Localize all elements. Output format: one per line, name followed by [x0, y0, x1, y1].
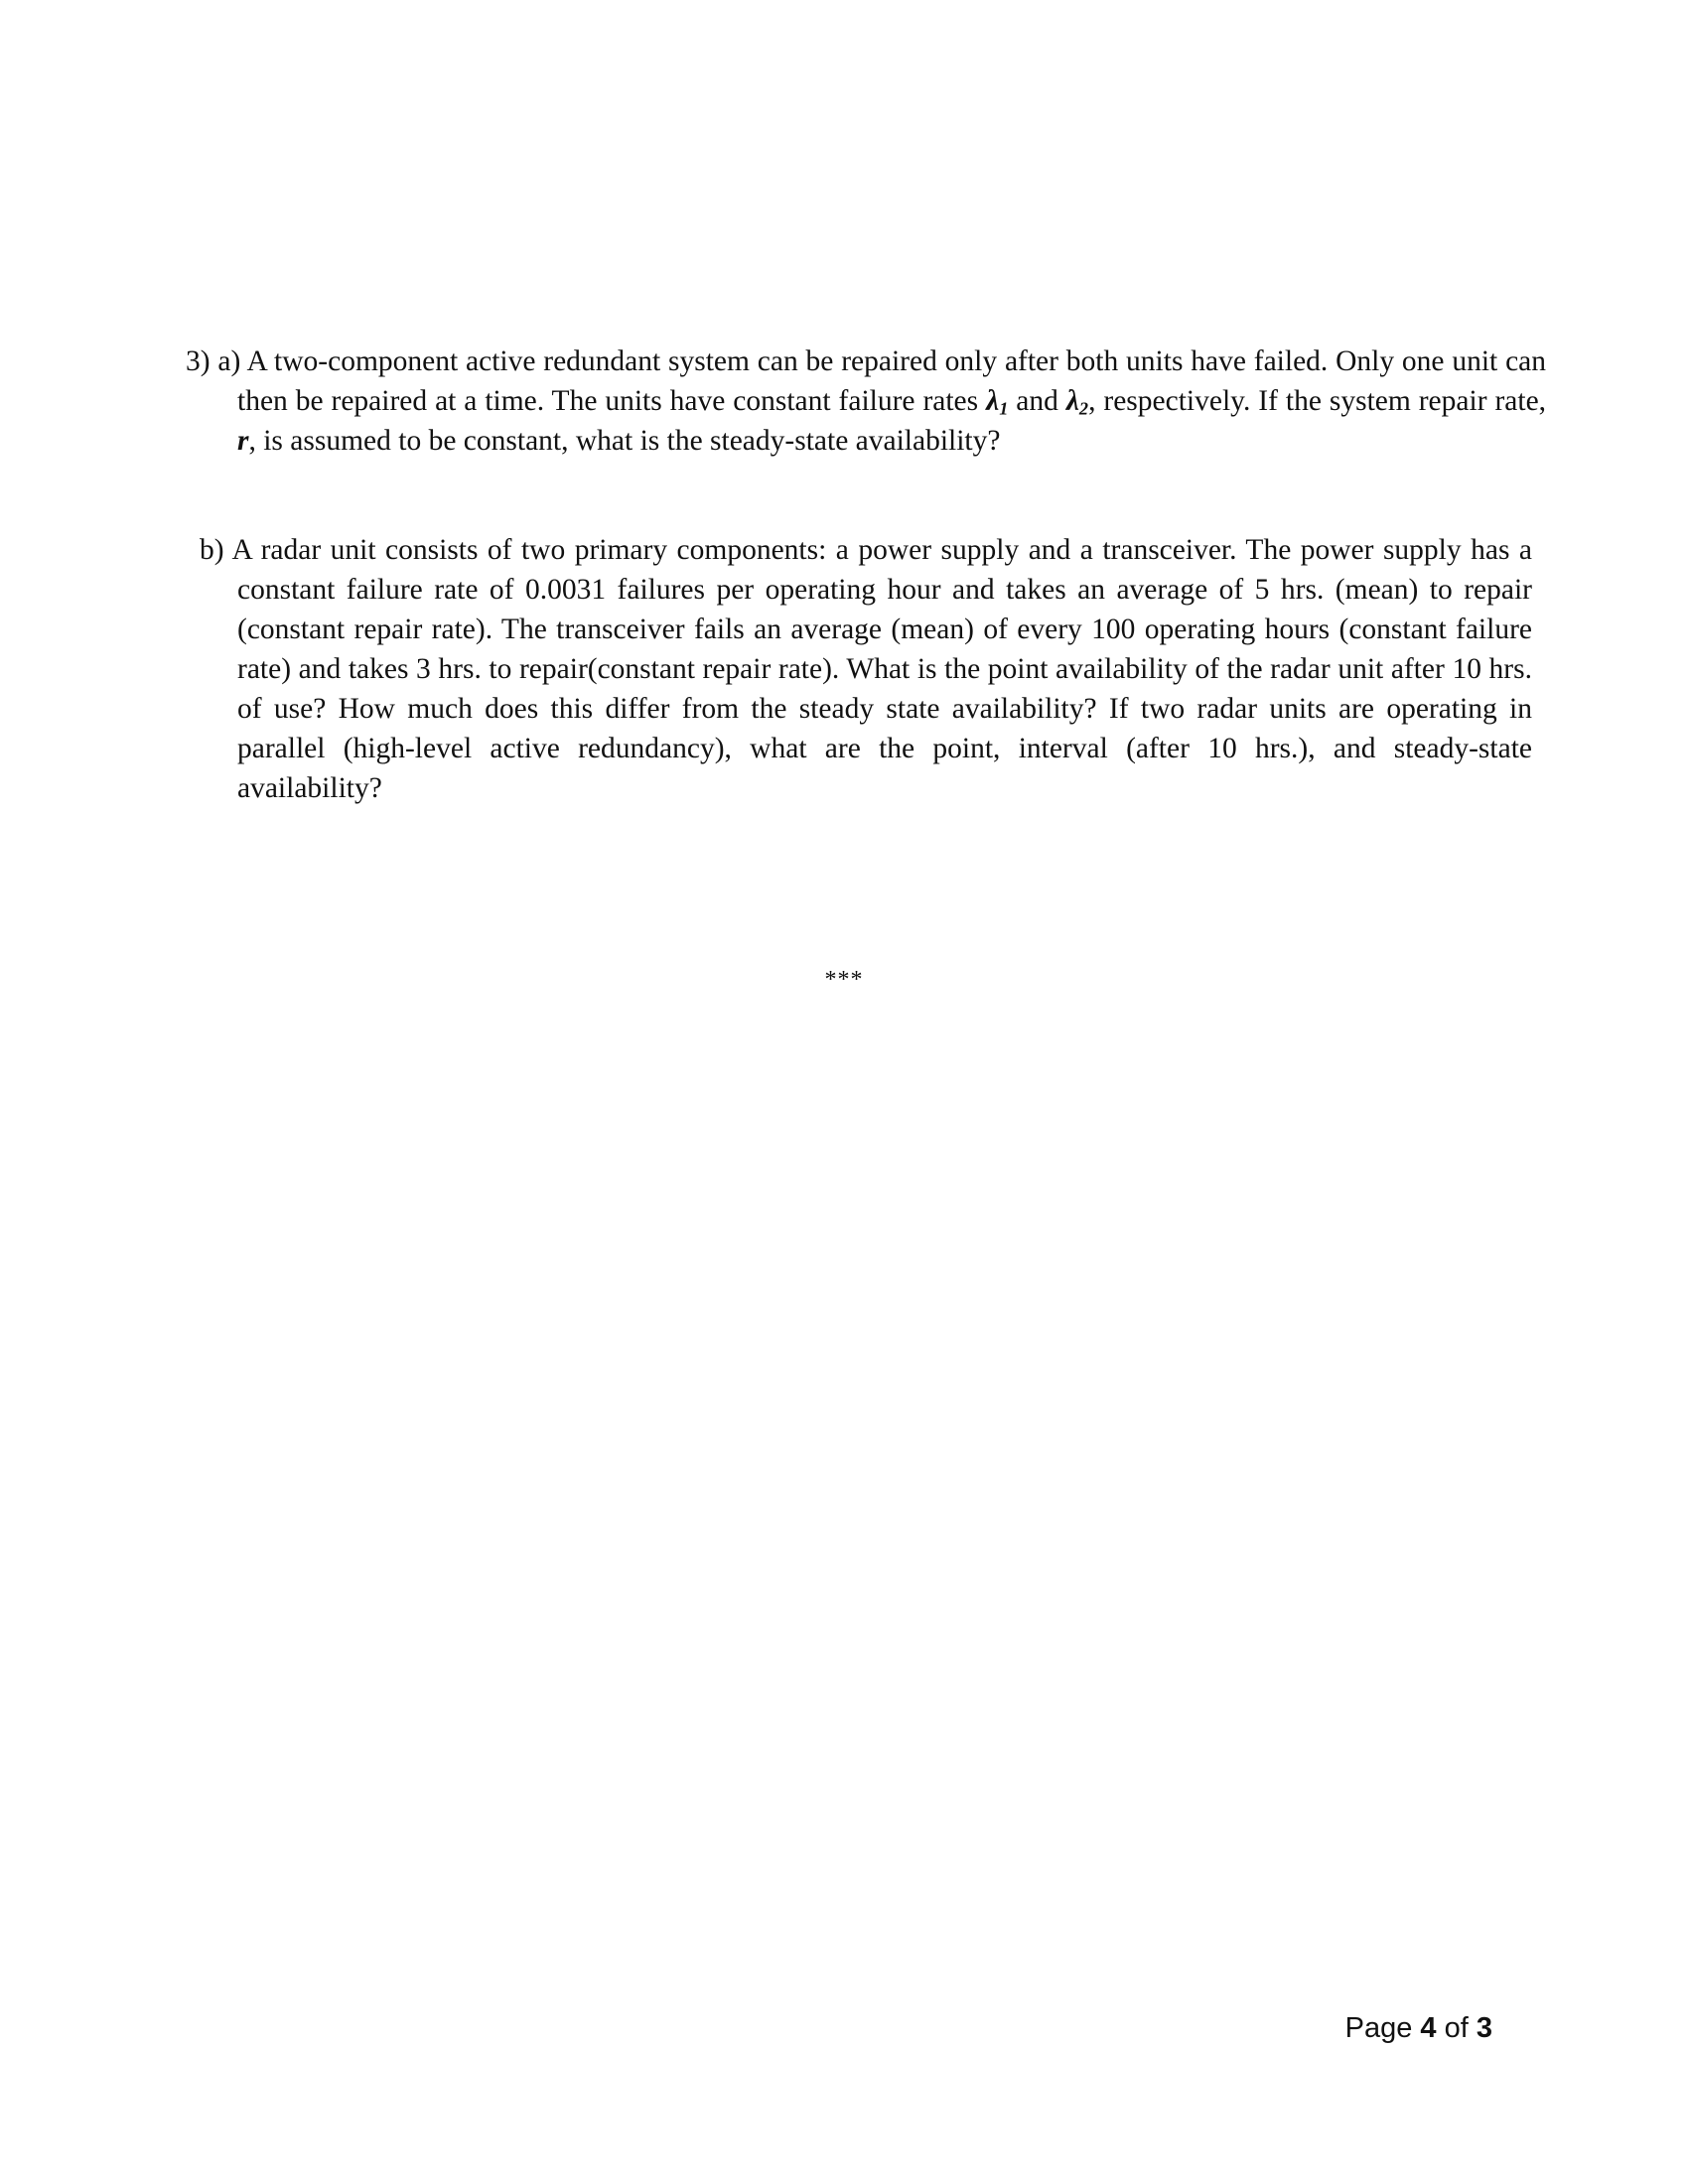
- lambda-1-letter: λ: [986, 385, 1000, 417]
- question-3b-text: A radar unit consists of two primary components: a power supply and a transceiver. The power supply has a constant failure rate of 0.0031 failures per operating hour and takes an average of 5 hrs. (mean) to repair (constant repair rate). The transceiver fails an average (mean) of every 100 operating hours (constant failure rate) and takes 3 hrs. to repair(constant repair rate). What is the point availability of the radar unit after 10 hrs. of use? How much does this differ from the steady state availability? If two radar units are operating in parallel (high-level active redundancy), what are the point, interval (after 10 hrs.), and steady-state availability?: [231, 534, 1532, 804]
- question-3b: [200, 530, 1532, 808]
- question-3a-text-1: A two-component active redundant system can be repaired only after both units have failed. Only one unit can then be repaired at a time. The units have constant failure rates: [237, 345, 1547, 417]
- question-3a: [186, 341, 1546, 461]
- question-3a-text-2: , respectively. If the system repair rate,: [1088, 385, 1547, 417]
- repair-rate-symbol: r: [237, 425, 249, 457]
- lambda-2-symbol: [1066, 385, 1088, 417]
- question-3a-text-3: , is assumed to be constant, what is the steady-state availability?: [248, 425, 1001, 457]
- lambda-2-subscript: 2: [1078, 398, 1089, 419]
- page-footer: [1345, 2012, 1492, 2045]
- section-separator: ***: [824, 967, 864, 993]
- question-3a-label: 3) a): [186, 345, 241, 377]
- lambda-2-letter: λ: [1065, 385, 1079, 417]
- footer-total-pages: 3: [1476, 2012, 1492, 2044]
- question-3b-label: b): [200, 534, 224, 566]
- footer-of-word: of: [1444, 2012, 1469, 2044]
- footer-page-word: Page: [1344, 2012, 1413, 2044]
- question-3a-connector: and: [1016, 385, 1058, 417]
- footer-current-page: 4: [1420, 2012, 1437, 2044]
- lambda-1-symbol: [986, 385, 1008, 417]
- lambda-1-subscript: 1: [999, 398, 1009, 419]
